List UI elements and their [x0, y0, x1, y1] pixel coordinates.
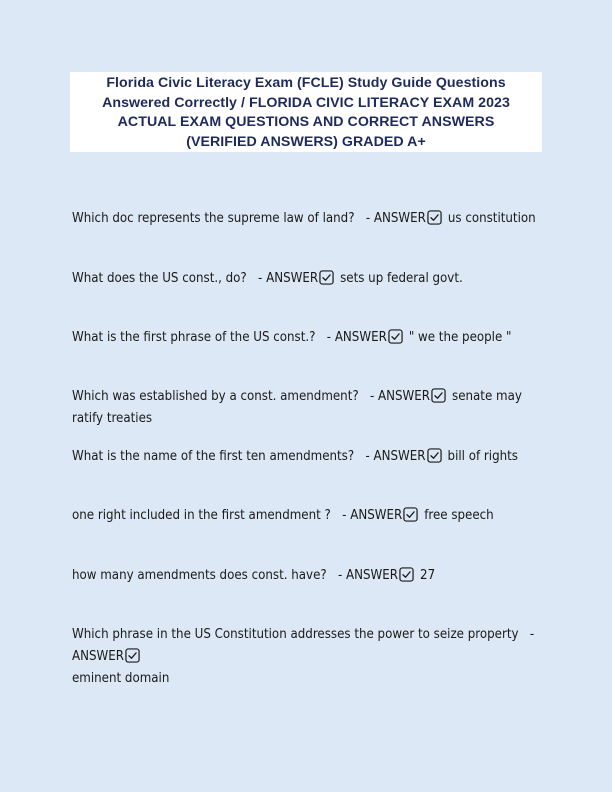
question-text: What is the first phrase of the US const.? — [72, 330, 316, 345]
question-text: Which phrase in the US Constitution addresses the power to seize property — [72, 627, 519, 642]
answer-marker: - ANSWER — [258, 271, 319, 286]
checkbox-checked-icon — [403, 507, 418, 522]
qa-item — [72, 624, 542, 690]
answer-marker: - ANSWER — [365, 449, 426, 464]
checkbox-checked-icon — [319, 270, 334, 285]
qa-item — [72, 446, 542, 468]
answer-marker: - ANSWER — [342, 508, 403, 523]
answer-text: us constitution — [447, 211, 536, 226]
checkbox-checked-icon — [399, 567, 414, 582]
qa-item — [72, 327, 542, 349]
title-line: (VERIFIED ANSWERS) GRADED A+ — [186, 133, 426, 150]
qa-item — [72, 208, 542, 230]
question-text: Which doc represents the supreme law of land? — [72, 211, 355, 226]
answer-text: senate may ratify treaties — [72, 389, 522, 426]
qa-item — [72, 268, 542, 290]
answer-text: free speech — [424, 508, 494, 523]
question-text: how many amendments does const. have? — [72, 568, 327, 583]
document-title-box — [70, 72, 542, 152]
qa-item — [72, 386, 542, 430]
answer-marker: - ANSWER — [365, 211, 426, 226]
checkbox-checked-icon — [427, 448, 442, 463]
answer-marker: - ANSWER — [326, 330, 387, 345]
answer-text: " we the people " — [408, 330, 512, 345]
answer-text: 27 — [420, 568, 436, 583]
answer-marker: - ANSWER — [337, 568, 399, 583]
question-text: What does the US const., do? — [72, 271, 247, 286]
checkbox-checked-icon — [388, 329, 403, 344]
answer-text: eminent domain — [72, 671, 170, 686]
answer-marker: - ANSWER — [72, 627, 535, 664]
title-line: Answered Correctly / FLORIDA CIVIC LITERACY EXAM 2023 — [102, 94, 510, 111]
question-text: one right included in the first amendment ? — [72, 508, 331, 523]
answer-text: bill of rights — [447, 449, 518, 464]
answer-text: sets up federal govt. — [340, 271, 463, 286]
checkbox-checked-icon — [427, 210, 442, 225]
question-text: Which was established by a const. amendment? — [72, 389, 359, 404]
checkbox-checked-icon — [125, 648, 140, 663]
qa-item — [72, 505, 542, 527]
title-line: Florida Civic Literacy Exam (FCLE) Study Guide Questions — [106, 75, 506, 91]
answer-marker: - ANSWER — [369, 389, 431, 404]
title-line: ACTUAL EXAM QUESTIONS AND CORRECT ANSWERS — [117, 114, 495, 130]
question-text: What is the name of the first ten amendments? — [72, 449, 355, 464]
checkbox-checked-icon — [431, 388, 446, 403]
qa-item — [72, 565, 542, 587]
